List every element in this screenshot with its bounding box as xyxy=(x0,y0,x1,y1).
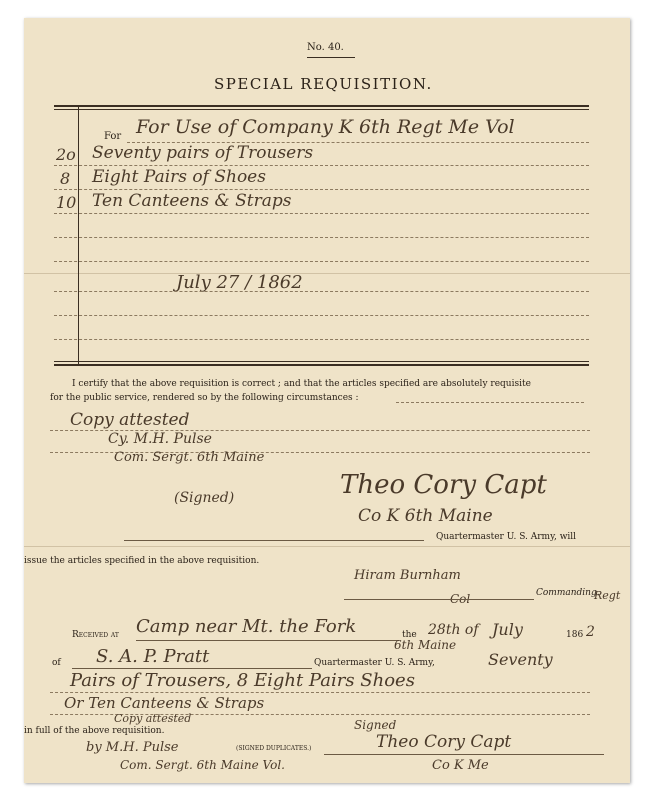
receipt-sign-rule xyxy=(324,754,604,755)
issue-text: issue the articles specified in the above requisition. xyxy=(24,556,260,566)
unit-note: 6th Maine xyxy=(394,638,457,652)
attested-by: Cy. M.H. Pulse xyxy=(108,431,212,447)
year-suffix: 2 xyxy=(586,624,595,640)
captain-unit: Co K 6th Maine xyxy=(358,506,493,526)
item-qty: 2o xyxy=(56,145,76,164)
paper-fold xyxy=(24,546,630,547)
number-underline xyxy=(307,57,355,58)
item-desc: Eight Pairs of Shoes xyxy=(92,167,266,187)
requisition-date: July 27 / 1862 xyxy=(176,272,303,293)
qty-column-divider xyxy=(78,106,79,364)
receipt-rule xyxy=(50,692,590,693)
commanding-unit: Regt xyxy=(594,589,621,602)
table-bottom-border-outer xyxy=(54,364,589,366)
attested-rank: Com. Sergt. 6th Maine xyxy=(114,450,265,465)
signed-mark: (Signed) xyxy=(174,490,235,506)
qm-name-rule xyxy=(124,540,424,541)
received-label: Received at xyxy=(72,630,119,640)
received-place: Camp near Mt. the Fork xyxy=(136,616,357,637)
receipt-sig-right: Theo Cory Capt xyxy=(376,732,512,752)
certify-text: I certify that the above requisition is correct ; and that the articles specified are absolutely requisite xyxy=(72,379,531,389)
page-title: SPECIAL REQUISITION. xyxy=(214,75,433,93)
received-month: July xyxy=(492,620,523,639)
for-label: For xyxy=(104,131,122,142)
received-items: Pairs of Trousers, 8 Eight Pairs Shoes xyxy=(70,670,415,691)
form-number: No. 40. xyxy=(307,42,344,53)
row-rule xyxy=(54,213,589,214)
in-full-text: in full of the above requisition. xyxy=(24,726,165,736)
requisition-sheet xyxy=(24,18,630,783)
row-rule xyxy=(54,189,589,190)
the-label: the xyxy=(402,630,417,640)
copy-attested-2: Copy attested xyxy=(114,712,192,725)
received-items: Seventy xyxy=(488,650,553,669)
from-rule xyxy=(72,668,312,669)
row-rule xyxy=(54,339,589,340)
received-day: 28th of xyxy=(428,622,479,638)
row-rule xyxy=(54,315,589,316)
item-qty: 8 xyxy=(60,169,71,188)
receipt-sig-right: Co K Me xyxy=(432,758,489,773)
row-rule xyxy=(54,261,589,262)
row-rule xyxy=(54,165,589,166)
signed-mark-2: Signed xyxy=(354,718,397,732)
of-label: of xyxy=(52,658,61,668)
copy-attested: Copy attested xyxy=(70,410,190,430)
table-top-border xyxy=(54,105,589,107)
paper-fold xyxy=(24,273,630,274)
item-desc: Ten Canteens & Straps xyxy=(92,191,292,211)
receipt-sig-left: by M.H. Pulse xyxy=(86,740,179,755)
commanding-rank: Col xyxy=(450,592,471,606)
qm-text: Quartermaster U. S. Army, will xyxy=(436,532,577,542)
table-top-border-inner xyxy=(54,109,589,110)
for-value: For Use of Company K 6th Regt Me Vol xyxy=(136,116,515,138)
row-rule xyxy=(54,237,589,238)
row-rule xyxy=(54,291,589,292)
certify-text: for the public service, rendered so by the following circumstances : xyxy=(50,393,359,403)
commanding-signature: Hiram Burnham xyxy=(354,568,461,583)
commanding-rule xyxy=(344,599,534,600)
item-desc: Seventy pairs of Trousers xyxy=(92,143,314,163)
place-rule xyxy=(136,640,399,641)
table-bottom-border xyxy=(54,361,589,362)
captain-signature: Theo Cory Capt xyxy=(340,470,547,500)
item-qty: 10 xyxy=(56,193,77,212)
commanding-label: Commanding. xyxy=(536,588,600,598)
year-prefix: 186 xyxy=(566,630,584,640)
qm-received-text: Quartermaster U. S. Army, xyxy=(314,658,435,668)
receipt-sig-left: Com. Sergt. 6th Maine Vol. xyxy=(120,758,285,772)
signed-duplicates: (SIGNED DUPLICATES.) xyxy=(236,745,312,752)
received-from: S. A. P. Pratt xyxy=(96,646,210,667)
received-items: Or Ten Canteens & Straps xyxy=(64,694,265,712)
circumstances-rule xyxy=(396,402,584,403)
